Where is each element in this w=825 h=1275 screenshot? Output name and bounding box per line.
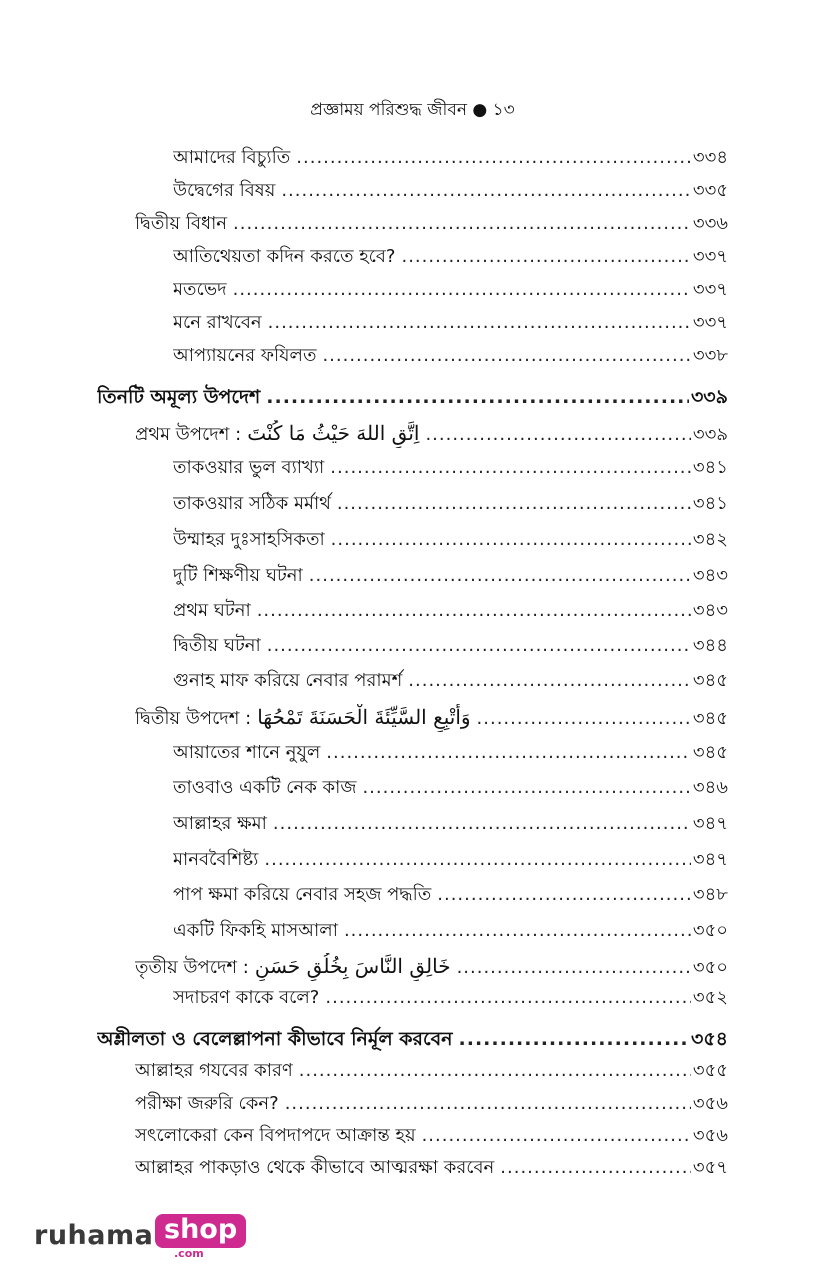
toc-entry-page: ৩৪৩: [692, 600, 728, 621]
logo-text-shop: shop: [155, 1214, 246, 1248]
toc-entry: [135, 1123, 728, 1149]
toc-leader-dots: [322, 343, 690, 369]
toc-entry: [135, 953, 728, 981]
toc-leader-dots: [457, 955, 691, 981]
logo-text-domain: .com: [174, 1247, 204, 1260]
toc-leader-dots: [500, 1155, 691, 1181]
toc-entry-page: ৩৪৫: [692, 670, 728, 691]
toc-entry-page: ৩৫০: [692, 920, 728, 941]
toc-entry: [173, 985, 728, 1011]
toc-leader-dots: [299, 1058, 691, 1084]
toc-entry: [173, 491, 728, 517]
toc-entry-page: ৩৪৩: [692, 565, 728, 586]
toc-leader-dots: [331, 527, 691, 553]
logo-text-ruhama: ruhama: [34, 1220, 154, 1251]
toc-leader-dots: [422, 1123, 691, 1149]
toc-leader-dots: [267, 633, 691, 659]
toc-leader-dots: [408, 668, 691, 694]
toc-entry-page: ৩৪৭: [692, 849, 728, 870]
toc-leader-dots: [437, 882, 691, 908]
toc-entry-page: ৩৪১: [692, 493, 728, 514]
toc-entry: [173, 740, 728, 766]
toc-entry-page: ৩৪৭: [692, 813, 728, 834]
toc-entry-page: ৩৪২: [692, 529, 728, 550]
toc-entry-title: একটি ফিকহি মাসআলা: [173, 920, 338, 941]
toc-entry: [135, 420, 728, 448]
toc-entry: [173, 563, 728, 589]
toc-entry-title: মনে রাখবেন: [173, 312, 262, 333]
toc-entry: [97, 1026, 728, 1052]
toc-entry-page: ৩৩৬: [692, 213, 728, 234]
toc-entry-title: তাকওয়ার ভুল ব্যাখ্যা: [173, 457, 325, 478]
toc-entry-title: দ্বিতীয় উপদেশ :: [135, 708, 252, 729]
toc-entry: [173, 668, 728, 694]
toc-entry-page: ৩৪৪: [692, 635, 728, 656]
toc-entry: [173, 918, 728, 944]
toc-leader-dots: [296, 145, 691, 171]
toc-entry-page: ৩৩৯: [690, 386, 728, 408]
toc-entry-title: আতিথেয়তা কদিন করতে হবে?: [173, 246, 396, 267]
toc-leader-dots: [326, 740, 691, 766]
toc-entry-page: ৩৩৭: [692, 246, 728, 267]
toc-leader-dots: [325, 985, 691, 1011]
toc-entry-page: ৩৫৬: [692, 1093, 728, 1114]
toc-entry-page: ৩৩৫: [692, 180, 728, 201]
toc-entry: [173, 633, 728, 659]
toc-entry-title: আপ্যায়নের ফযিলত: [173, 345, 317, 366]
toc-leader-dots: [425, 422, 690, 448]
toc-leader-dots: [309, 563, 691, 589]
toc-entry-page: ৩৩৮: [692, 345, 728, 366]
toc-entry-title: তাওবাও একটি নেক কাজ: [173, 777, 357, 798]
toc-entry-title: প্রথম ঘটনা: [173, 600, 251, 621]
toc-entry-page: ৩৪৬: [692, 777, 728, 798]
toc-leader-dots: [401, 244, 690, 270]
toc-entry: [173, 277, 728, 303]
toc-entry-title: তিনটি অমূল্য উপদেশ: [97, 386, 261, 408]
toc-leader-dots: [344, 918, 691, 944]
toc-entry: [173, 244, 728, 270]
toc-entry-title: উম্মাহর দুঃসাহসিকতা: [173, 529, 325, 550]
toc-leader-dots: [285, 1091, 691, 1117]
toc-entry-page: ৩৪১: [692, 457, 728, 478]
toc-entry: [173, 178, 728, 204]
toc-entry-page: ৩৫৭: [692, 1157, 728, 1178]
toc-entry-page: ৩৫৬: [692, 1125, 728, 1146]
toc-leader-dots: [257, 598, 691, 624]
toc-leader-dots: [477, 706, 691, 732]
toc-entry: [135, 1155, 728, 1181]
toc-entry-title: আল্লাহর গযবের কারণ: [135, 1060, 293, 1081]
toc-leader-dots: [268, 310, 691, 336]
toc-leader-dots: [233, 211, 691, 237]
toc-entry-page: ৩৪৫: [692, 708, 728, 729]
toc-entry-title: পাপ ক্ষমা করিয়ে নেবার সহজ পদ্ধতি: [173, 884, 432, 905]
toc-leader-dots: [273, 811, 691, 837]
toc-entry-title: সদাচরণ কাকে বলে?: [173, 987, 320, 1008]
toc-entry-title: উদ্বেগের বিষয়: [173, 180, 276, 201]
toc-entry: [173, 775, 728, 801]
toc-entry-title: মানববৈশিষ্ট্য: [173, 849, 259, 870]
toc-entry-title: পরীক্ষা জরুরি কেন?: [135, 1093, 279, 1114]
toc-entry-arabic: وَأَتْبِعِ السَّيِّئَةَ الْحَسَنَةَ تَمْحُهَا: [257, 705, 471, 729]
toc-entry: [135, 1091, 728, 1117]
toc-entry-title: দ্বিতীয় বিধান: [135, 213, 228, 234]
toc-entry: [173, 310, 728, 336]
toc-entry-page: ৩৪৮: [692, 884, 728, 905]
toc-entry-title: অশ্লীলতা ও বেলেল্লাপনা কীভাবে নির্মূল করবেন: [97, 1028, 453, 1050]
toc-entry: [173, 455, 728, 481]
toc-entry: [173, 598, 728, 624]
toc-entry-title: তৃতীয় উপদেশ :: [135, 957, 249, 978]
toc-leader-dots: [233, 277, 691, 303]
toc-entry-title: গুনাহ মাফ করিয়ে নেবার পরামর্শ: [173, 670, 403, 691]
publisher-logo: [34, 1212, 238, 1262]
toc-entry-title: সৎলোকেরা কেন বিপদাপদে আক্রান্ত হয়: [135, 1125, 416, 1146]
toc-leader-dots: [264, 847, 691, 873]
toc-entry-title: দুটি শিক্ষণীয় ঘটনা: [173, 565, 303, 586]
toc-leader-dots: [281, 178, 691, 204]
toc-entry-page: ৩৪৫: [692, 742, 728, 763]
toc-entry-page: ৩৫৪: [690, 1028, 728, 1050]
toc-entry-title: দ্বিতীয় ঘটনা: [173, 635, 261, 656]
toc-entry-title: আল্লাহর পাকড়াও থেকে কীভাবে আত্মরক্ষা করবেন: [135, 1157, 495, 1178]
toc-entry-title: আয়াতের শানে নুযুল: [173, 742, 321, 763]
toc-entry-title: তাকওয়ার সঠিক মর্মার্থ: [173, 493, 331, 514]
toc-entry: [135, 1058, 728, 1084]
toc-entry-page: ৩৫৫: [692, 1060, 728, 1081]
toc-entry: [173, 527, 728, 553]
toc-leader-dots: [266, 384, 689, 410]
toc-entry-title: মতভেদ: [173, 279, 227, 300]
toc-entry-page: ৩৫০: [692, 957, 728, 978]
toc-entry-title: আমাদের বিচ্যুতি: [173, 147, 291, 168]
toc-entry-title: আল্লাহর ক্ষমা: [173, 813, 267, 834]
toc-leader-dots: [362, 775, 690, 801]
toc-entry-arabic: اِتَّقِ اللهَ حَيْثُ مَا كُنْتَ: [247, 421, 420, 445]
toc-entry: [173, 882, 728, 908]
toc-entry: [173, 811, 728, 837]
toc-entry-arabic: خَالِقِ النَّاسَ بِخُلُقٍ حَسَنٍ: [254, 954, 451, 978]
toc-leader-dots: [330, 455, 691, 481]
toc-entry-page: ৩৫২: [692, 987, 728, 1008]
toc-entry-page: ৩৩৭: [692, 279, 728, 300]
toc-entry-page: ৩৩৯: [692, 424, 728, 445]
toc-entry-page: ৩৩৪: [692, 147, 728, 168]
toc-entry: [173, 343, 728, 369]
toc-entry-title: প্রথম উপদেশ :: [135, 424, 242, 445]
toc-entry: [135, 211, 728, 237]
page-header: প্রজ্ঞাময় পরিশুদ্ধ জীবন ● ১৩: [310, 100, 515, 120]
toc-entry: [97, 384, 728, 410]
toc-leader-dots: [337, 491, 691, 517]
toc-entry-page: ৩৩৭: [692, 312, 728, 333]
toc-entry: [173, 847, 728, 873]
toc-entry: [173, 145, 728, 171]
toc-leader-dots: [459, 1026, 689, 1052]
toc-entry: [135, 704, 728, 732]
